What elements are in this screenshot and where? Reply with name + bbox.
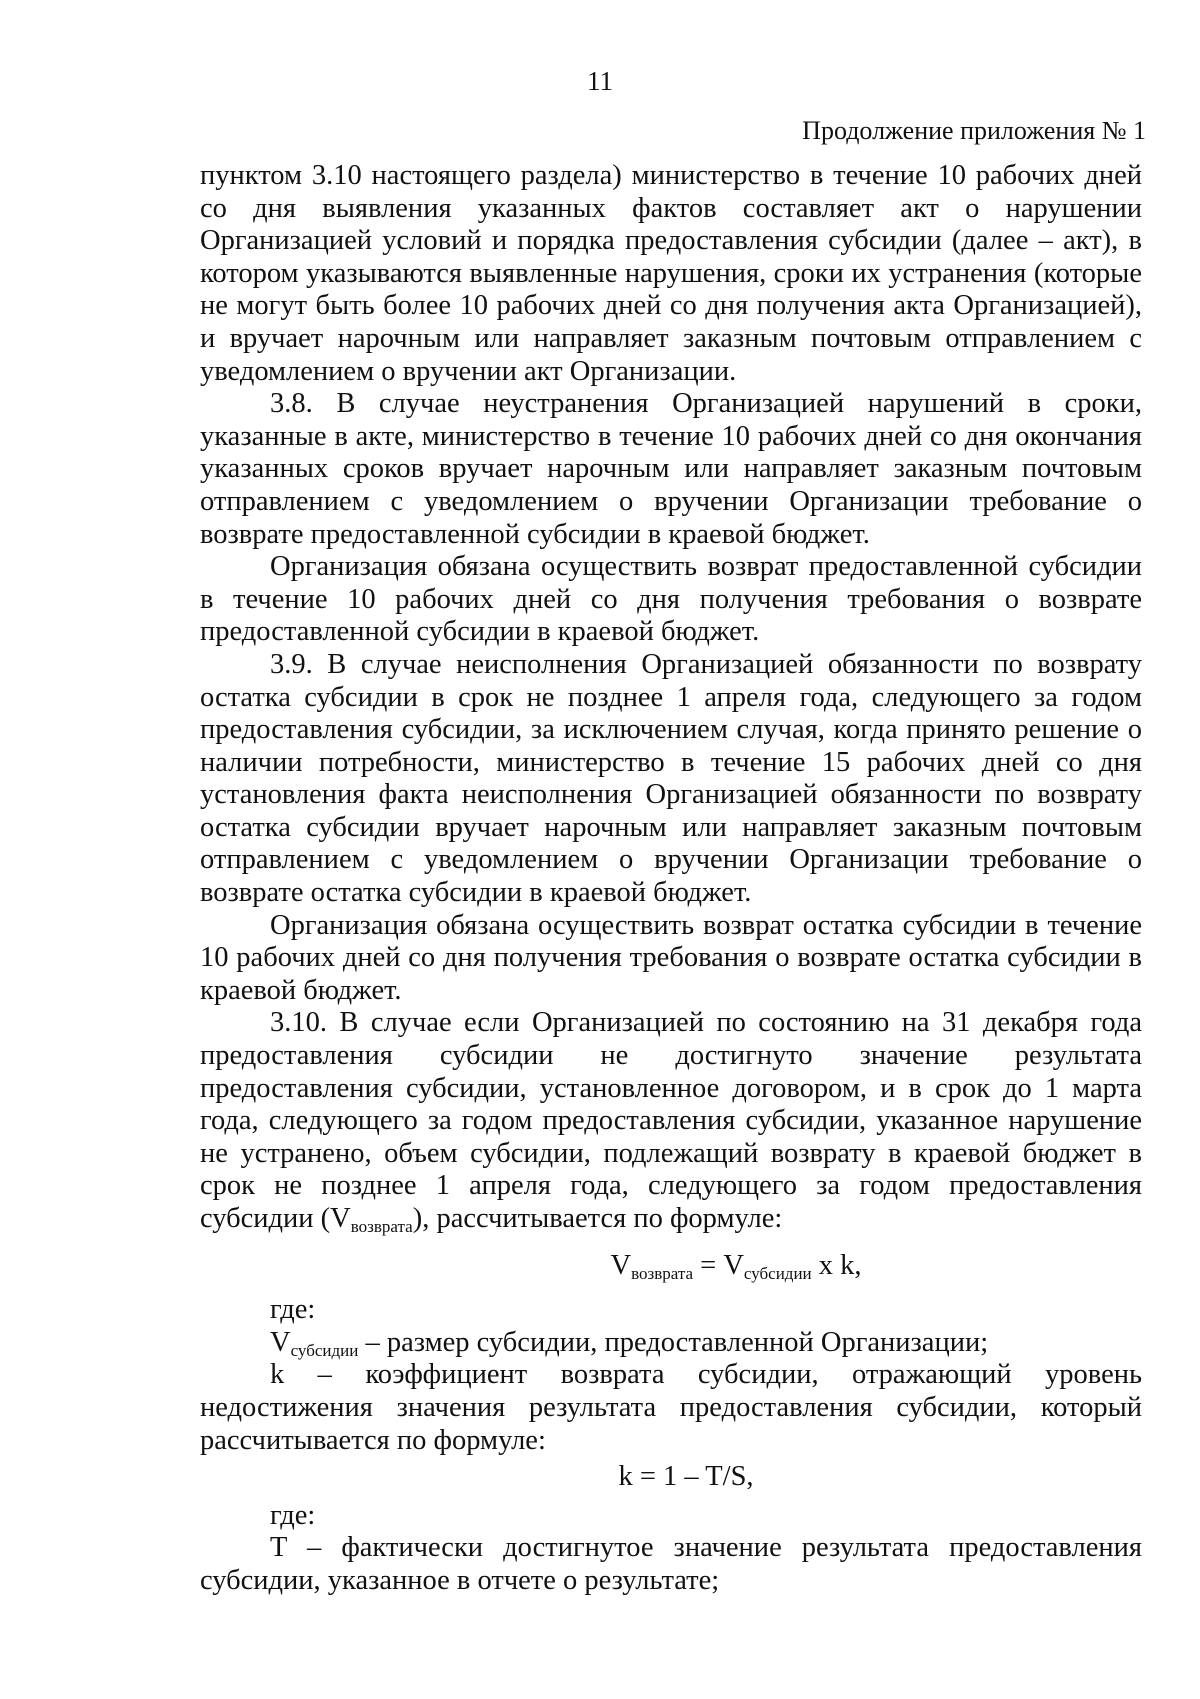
paragraph-3-10-text: 3.10. В случае если Организацией по состоянию на 31 декабря года предоставления субсидии не достигнуто значение результата предоставления субсидии, установленное договором, и в срок до 1 марта года, следующего за годом предоставления субсидии, указанное нарушение не устранено, объем субсидии, подлежащий возврату в краевой бюджет в срок не позднее 1 апреля года, следующего за годом предоставления субсидии (V [200,1007,1142,1234]
paragraph-3-10 [200,1007,1142,1235]
def-v-symbol: V [270,1326,291,1358]
def-v-text: – размер субсидии, предоставленной Организации; [358,1326,989,1358]
where-label-1: где: [270,1294,316,1326]
formula1-sub-right: субсидии [743,1263,812,1283]
subscript-vozvrata: возврата [350,1217,413,1236]
paragraph-3-10-tail: ), рассчитывается по формуле: [412,1203,783,1234]
definition-k: k – коэффициент возврата субсидии, отражающий уровень недостижения значения результата предоставления субсидии, который рассчитывается по формуле: [200,1359,1142,1456]
def-v-sub: субсидии [290,1340,359,1360]
definition-t: T – фактически достигнутое значение результата предоставления субсидии, указанное в отчете о результате; [200,1532,1142,1596]
formula1-sub-left: возврата [631,1263,694,1283]
document-body [200,160,1142,1598]
where-label-2: где: [270,1499,316,1531]
formula1-v: V [610,1249,632,1281]
header-note: Продолжение приложения № 1 [802,116,1146,145]
formula-return-volume [200,1250,1142,1283]
paragraph-3-9-obligation: Организация обязана осуществить возврат остатка субсидии в течение 10 рабочих дней со дня получения требования о возврате остатка субсидии в краевой бюджет. [200,909,1142,1006]
paragraph-continuation: пунктом 3.10 настоящего раздела) министерство в течение 10 рабочих дней со дня выявления указанных фактов составляет акт о нарушении Организацией условий и порядка предоставления субсидии (далее – акт), в котором указываются выявленные нарушения, сроки их устранения (которые не могут быть более 10 рабочих дней со дня получения акта Организацией), и вручает нарочным или направляет заказным почтовым отправлением с уведомлением о вручении акт Организации. [200,160,1142,387]
paragraph-3-8-obligation: Организация обязана осуществить возврат предоставленной субсидии в течение 10 рабочих дней со дня получения требования о возврате предоставленной субсидии в краевой бюджет. [200,551,1142,648]
formula-k: k = 1 – T/S, [618,1461,754,1493]
page-number: 11 [587,66,613,96]
definition-v-subsidii [200,1327,1142,1360]
formula1-eq: = V [693,1249,744,1281]
paragraph-3-8: 3.8. В случае неустранения Организацией нарушений в сроки, указанные в акте, министерство в течение 10 рабочих дней со дня окончания указанных сроков вручает нарочным или направляет заказным почтовым отправлением с уведомлением о вручении Организации требование о возврате предоставленной субсидии в краевой бюджет. [200,388,1142,550]
formula1-tail: x k, [811,1249,862,1281]
paragraph-3-9: 3.9. В случае неисполнения Организацией обязанности по возврату остатка субсидии в срок не позднее 1 апреля года, следующего за годом предоставления субсидии, за исключением случая, когда принято решение о наличии потребности, министерство в течение 15 рабочих дней со дня установления факта неисполнения Организацией обязанности по возврату остатка субсидии вручает нарочным или направляет заказным почтовым отправлением с уведомлением о вручении Организации требование о возврате остатка субсидии в краевой бюджет. [200,648,1142,909]
